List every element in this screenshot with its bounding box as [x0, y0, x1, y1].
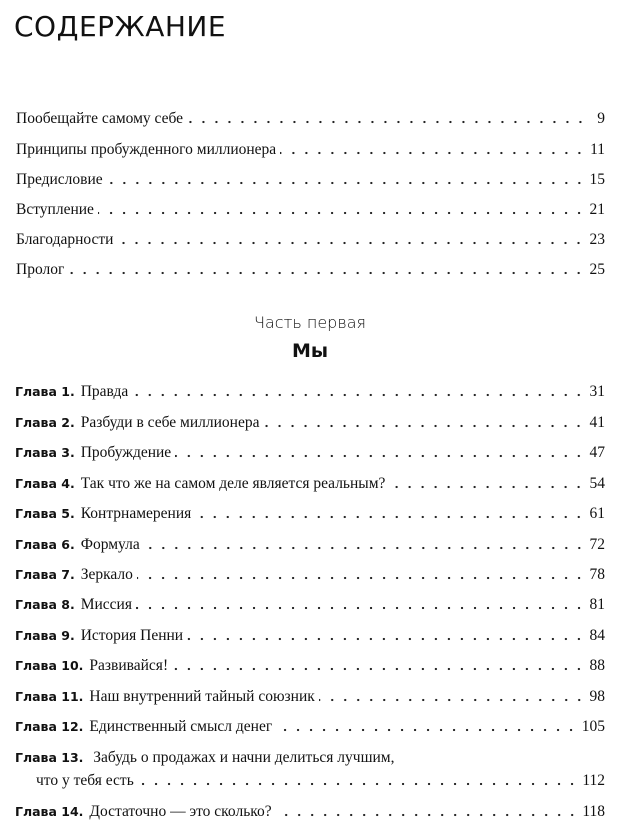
chapter-title: Развивайся! [89, 657, 169, 674]
dot-leader [137, 576, 586, 580]
dot-leader [172, 667, 585, 671]
dot-leader [389, 485, 585, 489]
chapter-page: 84 [589, 627, 605, 644]
chapter-number: Глава 11. [15, 689, 84, 704]
chapter-number: Глава 7. [15, 567, 75, 582]
toc-entry[interactable] [16, 141, 605, 159]
chapter-entry[interactable] [15, 414, 605, 432]
chapter-title: Достаточно — это сколько? [89, 803, 272, 820]
part-label: Часть первая [254, 313, 366, 332]
chapter-page: 41 [589, 414, 605, 431]
chapter-entry[interactable] [15, 444, 605, 462]
toc-entry-page: 11 [590, 141, 605, 158]
dot-leader [98, 211, 586, 215]
chapter-entry-line1[interactable] [15, 749, 394, 767]
toc-entry-title: Пролог [16, 261, 65, 278]
dot-leader [276, 728, 578, 732]
dot-leader [136, 606, 586, 610]
chapter-entry-line2[interactable] [36, 772, 605, 790]
chapter-entry[interactable] [15, 688, 605, 706]
chapter-page: 61 [589, 505, 605, 522]
toc-entry[interactable] [16, 110, 605, 128]
toc-entry-page: 9 [597, 110, 605, 127]
chapter-number: Глава 13. [15, 750, 84, 765]
toc-entry[interactable] [16, 261, 605, 279]
dot-leader [276, 813, 579, 817]
page-title: СОДЕРЖАНИЕ [14, 10, 227, 43]
chapter-entry[interactable] [15, 383, 605, 401]
chapter-page: 88 [589, 657, 605, 674]
chapter-title: Забудь о продажах и начни делиться лучшим, [93, 749, 395, 766]
chapter-page: 31 [589, 383, 605, 400]
chapter-entry[interactable] [15, 475, 605, 493]
chapter-number: Глава 1. [15, 384, 75, 399]
chapter-title: Пробуждение [80, 444, 172, 461]
chapter-title: Наш внутренний тайный союзник [89, 688, 315, 705]
chapter-title: Контрнамерения [80, 505, 192, 522]
chapter-entry[interactable] [15, 536, 605, 554]
dot-leader [187, 120, 587, 124]
chapter-entry[interactable] [15, 627, 605, 645]
chapter-number: Глава 4. [15, 476, 75, 491]
chapter-page: 81 [589, 596, 605, 613]
toc-entry-page: 15 [589, 171, 605, 188]
chapter-page: 105 [581, 718, 605, 735]
chapter-number: Глава 8. [15, 597, 75, 612]
dot-leader [263, 424, 585, 428]
chapter-title: Формула [80, 536, 140, 553]
toc-entry-title: Благодарности [16, 231, 114, 248]
chapter-number: Глава 2. [15, 415, 75, 430]
chapter-number: Глава 9. [15, 628, 75, 643]
chapter-number: Глава 6. [15, 537, 75, 552]
toc-entry-title: Предисловие [16, 171, 103, 188]
chapter-entry[interactable] [15, 657, 605, 675]
chapter-number: Глава 5. [15, 506, 75, 521]
chapter-number: Глава 12. [15, 719, 84, 734]
toc-entry[interactable] [16, 231, 605, 249]
dot-leader [175, 454, 585, 458]
toc-entry-page: 25 [589, 261, 605, 278]
chapter-page: 47 [589, 444, 605, 461]
chapter-title: Разбуди в себе миллионера [80, 414, 260, 431]
dot-leader [195, 515, 585, 519]
chapter-page: 98 [589, 688, 605, 705]
toc-entry-title: Принципы пробужденного миллионера [16, 141, 277, 158]
chapter-page: 78 [589, 566, 605, 583]
chapter-title: Единственный смысл денег [89, 718, 273, 735]
dot-leader [319, 698, 586, 702]
chapter-number: Глава 14. [15, 804, 84, 819]
chapter-page: 118 [582, 803, 605, 820]
chapter-title: Правда [80, 383, 129, 400]
toc-entry[interactable] [16, 171, 605, 189]
chapter-page: 54 [589, 475, 605, 492]
chapter-number: Глава 3. [15, 445, 75, 460]
dot-leader [68, 271, 585, 275]
chapter-entry[interactable] [15, 505, 605, 523]
chapter-page: 72 [589, 536, 605, 553]
chapter-entry[interactable] [15, 718, 605, 736]
chapter-number: Глава 10. [15, 658, 84, 673]
chapter-page: 112 [582, 772, 605, 789]
chapter-entry[interactable] [15, 803, 605, 821]
dot-leader [187, 637, 585, 641]
dot-leader [107, 181, 586, 185]
dot-leader [132, 393, 585, 397]
chapter-title: История Пенни [80, 627, 184, 644]
part-title: Мы [291, 340, 329, 362]
chapter-title: Миссия [80, 596, 132, 613]
dot-leader [144, 546, 586, 550]
dot-leader [138, 782, 579, 786]
chapter-entry[interactable] [15, 566, 605, 584]
chapter-entry[interactable] [15, 596, 605, 614]
toc-entry-page: 21 [589, 201, 605, 218]
dot-leader [117, 241, 585, 245]
chapter-title: Зеркало [80, 566, 133, 583]
toc-entry[interactable] [16, 201, 605, 219]
dot-leader [280, 151, 586, 155]
chapter-title-continued: что у тебя есть [36, 772, 134, 789]
chapter-title: Так что же на самом деле является реальным? [80, 475, 386, 492]
toc-entry-title: Вступление [16, 201, 94, 218]
toc-entry-page: 23 [589, 231, 605, 248]
toc-entry-title: Пообещайте самому себе [16, 110, 184, 127]
